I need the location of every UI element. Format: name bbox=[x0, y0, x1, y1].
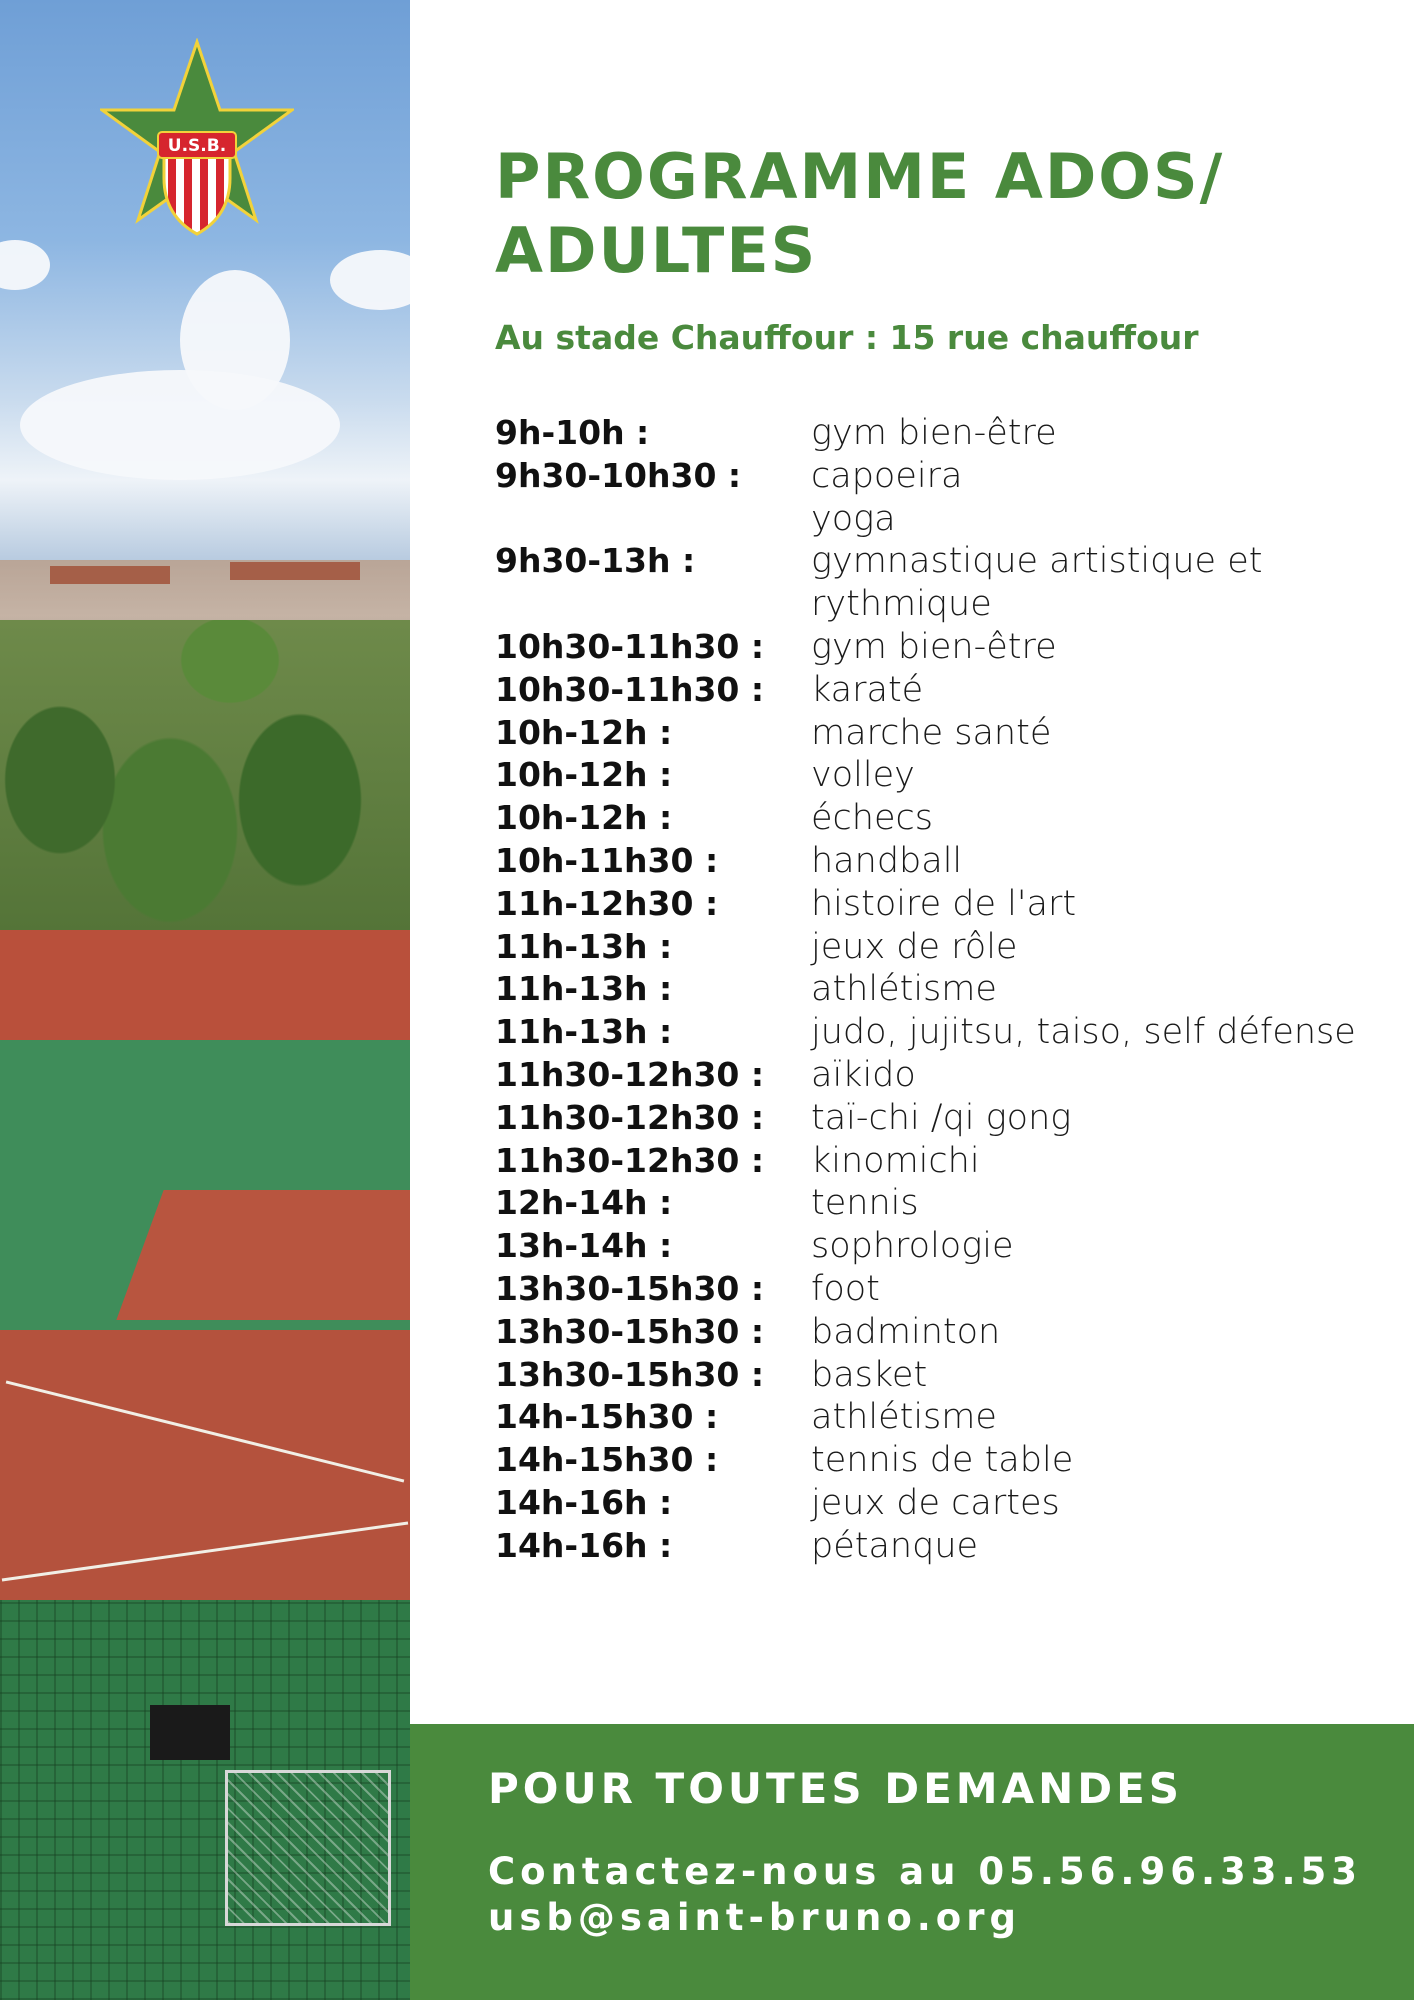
schedule-activity: karaté bbox=[811, 669, 924, 710]
schedule-activity: judo, jujitsu, taiso, self défense bbox=[811, 1012, 1356, 1053]
schedule-activity: aïkido bbox=[811, 1054, 916, 1095]
schedule-row bbox=[495, 968, 1395, 1011]
schedule-time: 11h-13h : bbox=[495, 1012, 673, 1052]
contact-email: usb@saint-bruno.org bbox=[488, 1896, 1021, 1939]
schedule-row bbox=[495, 926, 1395, 969]
schedule-activity: foot bbox=[811, 1268, 880, 1309]
schedule-activity: capoeira bbox=[811, 455, 963, 496]
schedule-row bbox=[495, 1140, 1395, 1183]
schedule-time: 14h-16h : bbox=[495, 1525, 673, 1565]
venue-address: Au stade Chauffour : 15 rue chauffour bbox=[495, 318, 1199, 357]
schedule-time: 12h-14h : bbox=[495, 1183, 673, 1223]
schedule-row bbox=[495, 1354, 1395, 1397]
schedule-time: 11h30-12h30 : bbox=[495, 1140, 765, 1180]
schedule-row bbox=[495, 797, 1395, 840]
schedule-activity: sophrologie bbox=[811, 1226, 1014, 1267]
schedule-activity: basket bbox=[811, 1354, 928, 1395]
schedule-time: 10h-12h : bbox=[495, 755, 673, 795]
schedule-time: 13h30-15h30 : bbox=[495, 1354, 765, 1394]
schedule-row bbox=[495, 754, 1395, 797]
schedule-row bbox=[495, 1482, 1395, 1525]
schedule-time: 10h-12h : bbox=[495, 798, 673, 838]
schedule-time: 9h-10h : bbox=[495, 413, 650, 452]
schedule-activity: gymnastique artistique et rythmique bbox=[811, 541, 1263, 625]
logo-text: U.S.B. bbox=[167, 136, 227, 156]
schedule-time: 10h-11h30 : bbox=[495, 840, 719, 880]
schedule-time: 11h-12h30 : bbox=[495, 883, 719, 923]
schedule-row bbox=[495, 1225, 1395, 1268]
schedule-time: 10h30-11h30 : bbox=[495, 626, 765, 666]
schedule-time: 11h-13h : bbox=[495, 969, 673, 1009]
schedule-time: 10h30-11h30 : bbox=[495, 669, 765, 709]
schedule-time: 11h-13h : bbox=[495, 926, 673, 966]
schedule-row bbox=[495, 540, 1395, 626]
schedule-time: 14h-16h : bbox=[495, 1482, 673, 1522]
schedule-row bbox=[495, 669, 1395, 712]
schedule-activity: gym bien-être bbox=[811, 413, 1057, 453]
schedule-activity: jeux de cartes bbox=[811, 1482, 1060, 1523]
schedule-row bbox=[495, 498, 1395, 541]
sports-ground-photo bbox=[0, 0, 410, 2000]
schedule-row bbox=[495, 455, 1395, 498]
contact-phone: Contactez-nous au 05.56.96.33.53 bbox=[488, 1850, 1363, 1893]
schedule-activity: gym bien-être bbox=[811, 626, 1057, 667]
schedule-activity: handball bbox=[811, 840, 963, 881]
schedule-time: 10h-12h : bbox=[495, 712, 673, 752]
schedule-time: 13h30-15h30 : bbox=[495, 1268, 765, 1308]
schedule-row bbox=[495, 1268, 1395, 1311]
schedule-activity: kinomichi bbox=[811, 1140, 980, 1181]
schedule-time: 13h30-15h30 : bbox=[495, 1311, 765, 1351]
schedule-activity: badminton bbox=[811, 1311, 1001, 1352]
schedule-row bbox=[495, 1396, 1395, 1439]
schedule-row bbox=[495, 412, 1395, 455]
schedule-activity: taï-chi /qi gong bbox=[811, 1097, 1072, 1138]
schedule-activity: jeux de rôle bbox=[811, 926, 1018, 967]
schedule-time: 14h-15h30 : bbox=[495, 1440, 719, 1480]
schedule-activity: échecs bbox=[811, 798, 933, 839]
schedule-row bbox=[495, 1182, 1395, 1225]
schedule-row bbox=[495, 1525, 1395, 1568]
schedule-activity: volley bbox=[811, 755, 915, 796]
schedule-time: 13h-14h : bbox=[495, 1226, 673, 1266]
schedule-time: 9h30-13h : bbox=[495, 541, 696, 581]
schedule-activity: yoga bbox=[811, 498, 896, 539]
schedule-list bbox=[495, 412, 1395, 1568]
sponsor-banner bbox=[150, 1705, 230, 1760]
schedule-row bbox=[495, 1311, 1395, 1354]
page-title: PROGRAMME ADOS/ ADULTES bbox=[495, 140, 1225, 287]
goal-net bbox=[225, 1770, 391, 1926]
schedule-row bbox=[495, 1097, 1395, 1140]
schedule-row bbox=[495, 1011, 1395, 1054]
main-content bbox=[410, 0, 1414, 1724]
schedule-row bbox=[495, 626, 1395, 669]
footer-heading: POUR TOUTES DEMANDES bbox=[488, 1764, 1184, 1813]
contact-footer bbox=[410, 1724, 1414, 2000]
schedule-row bbox=[495, 1054, 1395, 1097]
schedule-time: 11h30-12h30 : bbox=[495, 1054, 765, 1094]
schedule-activity: athlétisme bbox=[811, 969, 997, 1010]
schedule-row bbox=[495, 712, 1395, 755]
schedule-row bbox=[495, 883, 1395, 926]
schedule-activity: tennis bbox=[811, 1183, 919, 1224]
schedule-row bbox=[495, 840, 1395, 883]
schedule-row bbox=[495, 1439, 1395, 1482]
schedule-time: 9h30-10h30 : bbox=[495, 455, 742, 495]
schedule-time: 14h-15h30 : bbox=[495, 1397, 719, 1437]
schedule-activity: tennis de table bbox=[811, 1440, 1074, 1481]
schedule-activity: pétanque bbox=[811, 1525, 979, 1566]
schedule-activity: marche santé bbox=[811, 712, 1052, 753]
schedule-time: 11h30-12h30 : bbox=[495, 1097, 765, 1137]
schedule-activity: histoire de l'art bbox=[811, 883, 1077, 924]
usb-star-logo bbox=[100, 38, 294, 238]
schedule-activity: athlétisme bbox=[811, 1397, 997, 1438]
